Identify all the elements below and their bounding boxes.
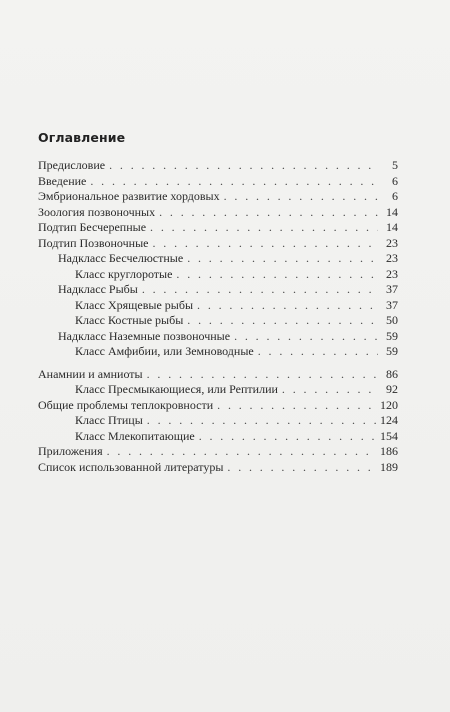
toc-entry-label: Общие проблемы теплокровности [38,397,214,412]
toc-entry-label: Класс Пресмыкающиеся, или Рептилии [75,382,278,396]
toc-entry-label: Приложения [38,444,103,458]
toc-entry [38,205,398,221]
toc-entry-page: 23 [386,235,398,250]
toc-entry-label: Эмбриональное развитие хордовых [38,189,220,203]
toc-entry-label: Класс Птицы [75,413,143,427]
dot-leader [152,236,378,252]
toc-entry-page: 6 [392,173,398,188]
dot-leader [176,267,378,283]
toc-entry-page: 23 [386,251,398,265]
toc-entry-page: 59 [386,344,398,358]
toc-entry-label: Зоология позвоночных [38,204,156,219]
toc-entry [38,251,398,267]
toc-entry [38,382,398,398]
toc-entry [38,282,398,298]
toc-entry-label: Класс круглоротые [75,266,173,281]
toc-entry-page: 37 [386,297,398,312]
toc-entry-page: 5 [392,158,398,172]
dot-leader [159,205,378,221]
dot-leader [227,460,376,476]
toc-entry-label: Введение [38,173,87,188]
toc-entry-page: 86 [386,366,398,381]
toc-entry-label: Надкласс Наземные позвоночные [58,328,231,343]
dot-leader [282,382,378,398]
toc-entry-page: 189 [380,459,398,474]
toc-entry [38,236,398,252]
table-of-contents [38,130,398,475]
toc-entry-page: 120 [380,397,398,412]
toc-entry [38,367,398,383]
toc-entry-page: 14 [386,220,398,234]
toc-entry [38,413,398,429]
toc-entry-label: Подтип Позвоночные [38,235,149,250]
toc-entry-page: 59 [386,328,398,343]
dot-leader [234,329,378,345]
toc-entry [38,189,398,205]
toc-entry-page: 92 [386,382,398,396]
dot-leader [109,158,378,174]
dot-leader [197,298,378,314]
toc-entry [38,398,398,414]
dot-leader [217,398,376,414]
dot-leader [199,429,376,445]
toc-entry-page: 23 [386,266,398,281]
toc-entry-label: Список использованной литературы [38,459,224,474]
toc-entry-label: Класс Костные рыбы [75,313,184,327]
toc-entry-page: 154 [380,428,398,443]
dot-leader [258,344,378,360]
toc-entry-label: Класс Амфибии, или Земноводные [75,344,254,358]
dot-leader [147,367,378,383]
toc-entry [38,429,398,445]
toc-entry [38,460,398,476]
toc-title: Оглавление [38,130,126,145]
dot-leader [142,282,378,298]
toc-entry [38,220,398,236]
dot-leader [187,251,378,267]
toc-entry-page: 124 [380,413,398,427]
toc-entry-label: Надкласс Бесчелюстные [58,251,184,265]
dot-leader [147,413,376,429]
dot-leader [224,189,378,205]
toc-entry-page: 37 [386,282,398,296]
dot-leader [107,444,376,460]
toc-entry-page: 6 [392,189,398,203]
toc-entry-page: 50 [386,313,398,327]
dot-leader [150,220,378,236]
toc-entry-label: Предисловие [38,158,106,172]
toc-entry [38,267,398,283]
toc-entry [38,444,398,460]
toc-entry [38,174,398,190]
toc-list [38,158,398,475]
toc-entry-label: Класс Млекопитающие [75,428,195,443]
toc-entry-page: 14 [386,204,398,219]
toc-entry [38,344,398,360]
toc-entry-page: 186 [380,444,398,458]
toc-entry [38,298,398,314]
toc-entry-label: Класс Хрящевые рыбы [75,297,194,312]
dot-leader [187,313,378,329]
toc-entry-label: Подтип Бесчерепные [38,220,147,234]
toc-entry [38,158,398,174]
toc-entry-label: Анамнии и амниоты [38,366,143,381]
toc-entry-label: Надкласс Рыбы [58,282,138,296]
toc-entry [38,329,398,345]
toc-entry [38,313,398,329]
dot-leader [90,174,378,190]
